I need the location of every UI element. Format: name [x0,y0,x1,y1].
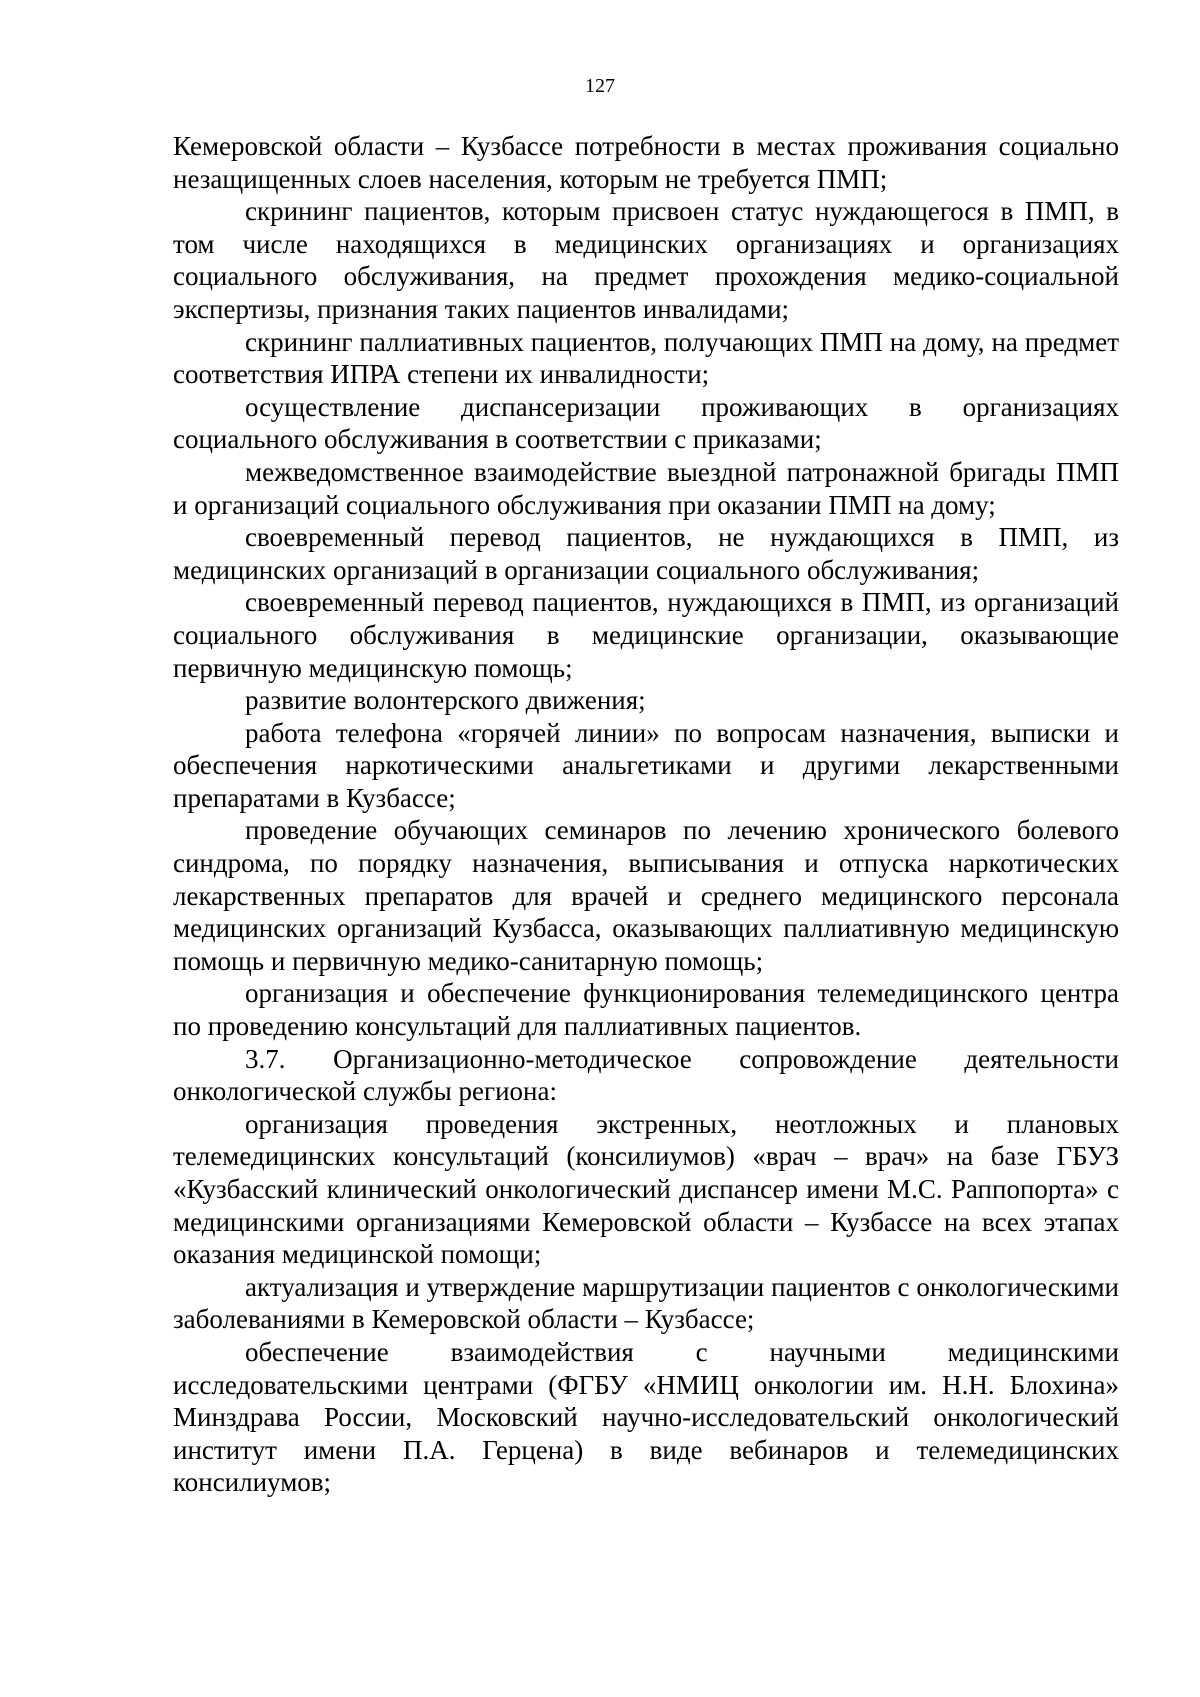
paragraph: проведение обучающих семинаров по лечению хронического болевого синдрома, по порядку назначения, выписывания и отпуска наркотических лекарственных препаратов для врачей и среднего медицинского персонала медицинских организаций Кузбасса, оказывающих паллиативную медицинскую помощь и первичную медико-санитарную помощь; [173,815,1119,976]
paragraph: своевременный перевод пациентов, нуждающихся в ПМП, из организаций социального обслуживания в медицинские организации, оказывающие первичную медицинскую помощь; [173,587,1119,683]
paragraph: организация и обеспечение функционирования телемедицинского центра по проведению консультаций для паллиативных пациентов. [173,978,1119,1042]
document-body [173,130,1119,1499]
paragraph: осуществление диспансеризации проживающих в организациях социального обслуживания в соответствии с приказами; [173,391,1119,455]
paragraph: организация проведения экстренных, неотложных и плановых телемедицинских консультаций (консилиумов) «врач – врач» на базе ГБУЗ «Кузбасский клинический онкологический диспансер имени М.С. Раппопорта» с медицинскими организациями Кемеровской области – Кузбассе на всех этапах оказания медицинской помощи; [173,1108,1119,1270]
paragraph: скрининг паллиативных пациентов, получающих ПМП на дому, на предмет соответствия ИПРА степени их инвалидности; [173,326,1119,390]
paragraph: скрининг пациентов, которым присвоен статус нуждающегося в ПМП, в том числе находящихся в медицинских организациях и организациях социального обслуживания, на предмет прохождения медико-социальной экспертизы, признания таких пациентов инвалидами; [173,196,1119,324]
page-number: 127 [585,75,615,97]
paragraph: межведомственное взаимодействие выездной патронажной бригады ПМП и организаций социального обслуживания при оказании ПМП на дому; [173,456,1119,520]
section-heading: 3.7. Организационно-методическое сопровождение деятельности онкологической службы региона: [173,1043,1119,1107]
paragraph: актуализация и утверждение маршрутизации пациентов с онкологическими заболеваниями в Кемеровской области – Кузбассе; [173,1271,1119,1335]
paragraph: работа телефона «горячей линии» по вопросам назначения, выписки и обеспечения наркотическими анальгетиками и другими лекарственными препаратами в Кузбассе; [173,717,1119,813]
paragraph: обеспечение взаимодействия с научными медицинскими исследовательскими центрами (ФГБУ «НМИЦ онкологии им. Н.Н. Блохина» Минздрава России, Московский научно-исследовательский онкологический институт имени П.А. Герцена) в виде вебинаров и телемедицинских консилиумов; [173,1336,1119,1498]
paragraph: развитие волонтерского движения; [245,685,646,716]
paragraph: своевременный перевод пациентов, не нуждающихся в ПМП, из медицинских организаций в организации социального обслуживания; [173,522,1119,585]
paragraph: Кемеровской области – Кузбассе потребности в местах проживания социально незащищенных слоев населения, которым не требуется ПМП; [173,131,1119,194]
